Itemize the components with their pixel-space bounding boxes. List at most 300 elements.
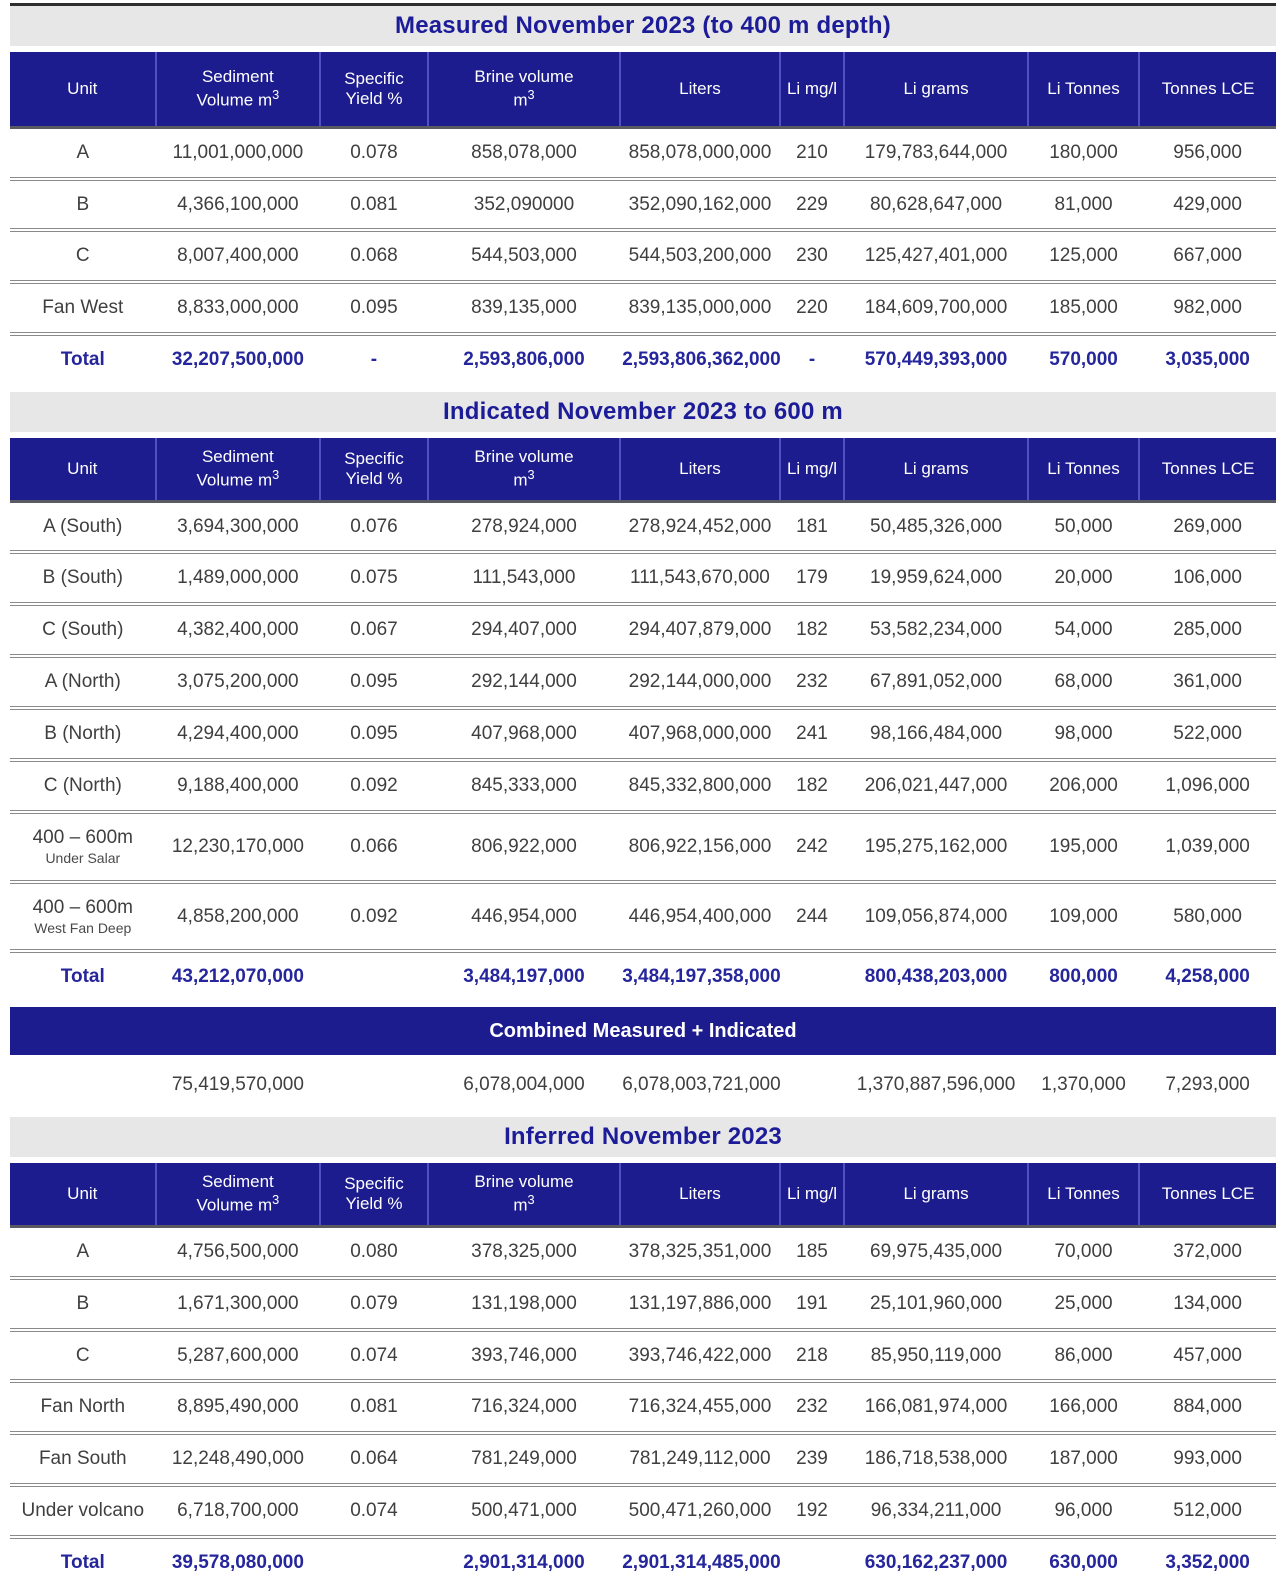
value-cell: 512,000 (1139, 1485, 1276, 1537)
unit-label: A (South) (43, 515, 123, 537)
value-cell: 0.066 (320, 812, 428, 882)
value-cell (780, 1537, 845, 1587)
total-row (10, 1537, 1276, 1587)
value-cell: 0.080 (350, 1240, 398, 1262)
value-cell: 81,000 (1028, 179, 1139, 231)
value-cell: 446,954,000 (428, 882, 620, 952)
unit-cell (10, 882, 156, 952)
value-cell: 2,901,314,000 (428, 1537, 620, 1587)
unit-cell (10, 501, 156, 552)
value-cell: 6,078,004,000 (463, 1074, 585, 1096)
value-cell: 0.079 (320, 1278, 428, 1330)
value-cell: 285,000 (1139, 604, 1276, 656)
value-cell: 181 (796, 515, 828, 537)
table-body (10, 1226, 1276, 1586)
value-cell: 429,000 (1139, 179, 1276, 231)
unit-label: C (North) (43, 774, 122, 796)
column-header-line: Li grams (903, 1183, 969, 1203)
unit-label: B (76, 193, 90, 215)
section-title-inferred-text: Inferred November 2023 (504, 1123, 782, 1151)
unit-cell (10, 179, 156, 231)
value-cell: 184,609,700,000 (844, 282, 1028, 334)
unit-cell (10, 334, 156, 384)
column-header-line: Liters (679, 78, 721, 98)
value-cell: 230 (780, 230, 845, 282)
table-body (10, 127, 1276, 384)
value-cell: 1,489,000,000 (156, 552, 321, 604)
value-cell: 85,950,119,000 (844, 1330, 1028, 1382)
table-row-a (10, 1226, 1276, 1277)
value-cell: 884,000 (1139, 1381, 1276, 1433)
table-row-c-north (10, 760, 1276, 812)
value-cell: 187,000 (1028, 1433, 1139, 1485)
value-cell: 781,249,112,000 (620, 1433, 780, 1485)
value-cell: 4,294,400,000 (156, 708, 321, 760)
section-title-indicated (10, 392, 1276, 432)
unit-sublabel: West Fan Deep (34, 920, 132, 937)
value-cell: 12,248,490,000 (156, 1433, 321, 1485)
column-header-tonnes-lce (1139, 438, 1276, 501)
value-cell: 4,756,500,000 (177, 1240, 299, 1262)
value-cell: 39,578,080,000 (156, 1537, 321, 1587)
value-cell: 218 (780, 1330, 845, 1382)
superscript-3: 3 (527, 87, 535, 102)
value-cell: 580,000 (1139, 882, 1276, 952)
value-cell: 4,382,400,000 (156, 604, 321, 656)
column-header-line: Liters (679, 458, 721, 478)
table-row-b (10, 1278, 1276, 1330)
value-cell: 134,000 (1139, 1278, 1276, 1330)
unit-cell (10, 1278, 156, 1330)
value-cell: 191 (780, 1278, 845, 1330)
table-row-fan-south (10, 1433, 1276, 1485)
column-header-line: Unit (67, 458, 98, 478)
value-cell: 220 (780, 282, 845, 334)
column-header-line: Li Tonnes (1047, 78, 1120, 98)
column-header-line: Li mg/l (786, 1183, 838, 1203)
value-cell: 195,275,162,000 (844, 812, 1028, 882)
superscript-3: 3 (527, 1192, 535, 1208)
value-cell: 192 (780, 1485, 845, 1537)
value-cell: 239 (780, 1433, 845, 1485)
value-cell: 96,000 (1028, 1485, 1139, 1537)
column-header-line: Yield % (345, 88, 403, 108)
value-cell: 845,333,000 (428, 760, 620, 812)
column-header-line: Specific (344, 448, 404, 468)
value-cell: 294,407,000 (428, 604, 620, 656)
value-cell: 0.067 (320, 604, 428, 656)
unit-label: Fan North (40, 1396, 126, 1418)
value-cell: 1,671,300,000 (156, 1278, 321, 1330)
column-header-line: Volume $m^3$ (196, 466, 280, 490)
column-header-line: Unit (67, 78, 98, 98)
value-cell: 4,858,200,000 (156, 882, 321, 952)
value-cell: 244 (780, 882, 845, 952)
value-cell: 0.078 (350, 141, 398, 163)
value-cell: 206,000 (1028, 760, 1139, 812)
value-cell: 182 (780, 760, 845, 812)
value-cell: 96,334,211,000 (844, 1485, 1028, 1537)
column-header-li-grams (844, 438, 1028, 501)
value-cell: 956,000 (1173, 141, 1242, 163)
value-cell: 8,007,400,000 (156, 230, 321, 282)
superscript-3: 3 (272, 87, 280, 102)
column-header-line: Li Tonnes (1047, 1183, 1120, 1203)
value-cell: 0.092 (320, 760, 428, 812)
table-row-b-north (10, 708, 1276, 760)
column-header-row (10, 52, 1276, 127)
value-cell: 446,954,400,000 (620, 882, 780, 952)
value-cell: 0.064 (320, 1433, 428, 1485)
value-cell: 67,891,052,000 (844, 656, 1028, 708)
value-cell: 500,471,260,000 (620, 1485, 780, 1537)
value-cell: 352,090,162,000 (620, 179, 780, 231)
value-cell: 800,000 (1028, 951, 1139, 1001)
value-cell: 182 (780, 604, 845, 656)
table-row-b (10, 179, 1276, 231)
value-cell: 0.095 (320, 656, 428, 708)
column-header-line: Sediment (201, 446, 274, 466)
unit-cell (10, 1433, 156, 1485)
unit-label: Fan South (38, 1448, 127, 1470)
value-cell (320, 1537, 428, 1587)
value-cell: 781,249,000 (428, 1433, 620, 1485)
value-cell: 0.076 (350, 515, 398, 537)
unit-label: A (76, 141, 90, 163)
superscript-3: 3 (527, 466, 535, 482)
column-header-li-tonnes (1028, 1163, 1139, 1226)
value-cell: 292,144,000 (428, 656, 620, 708)
unit-cell (10, 1061, 156, 1109)
value-cell: 8,895,490,000 (156, 1381, 321, 1433)
unit-cell (10, 656, 156, 708)
value-cell: 372,000 (1173, 1240, 1242, 1262)
value-cell: 806,922,156,000 (620, 812, 780, 882)
table-row-a-north (10, 656, 1276, 708)
value-cell: - (780, 334, 845, 384)
value-cell: 806,922,000 (428, 812, 620, 882)
value-cell: 131,197,886,000 (620, 1278, 780, 1330)
inferred-table (10, 1163, 1276, 1587)
value-cell: 232 (780, 656, 845, 708)
table-row-combined (10, 1061, 1276, 1109)
value-cell: 241 (780, 708, 845, 760)
table-row-400-600m (10, 812, 1276, 882)
column-header-line: $m^3$ (513, 87, 535, 110)
value-cell: 80,628,647,000 (844, 179, 1028, 231)
column-header-specific-yield (320, 1163, 428, 1226)
unit-label: B (76, 1292, 90, 1314)
value-cell: 630,000 (1028, 1537, 1139, 1587)
column-header-line: Brine volume (474, 1172, 574, 1192)
value-cell: 570,000 (1028, 334, 1139, 384)
column-header-line: $m^3$ (513, 1192, 535, 1215)
superscript-3: 3 (272, 1192, 280, 1208)
value-cell: 185 (796, 1240, 828, 1262)
value-cell: 0.068 (320, 230, 428, 282)
combined-banner-text: Combined Measured + Indicated (489, 1020, 797, 1043)
measured-table (10, 52, 1276, 384)
value-cell: 98,000 (1028, 708, 1139, 760)
combined-table (10, 1061, 1276, 1109)
section-title-measured-text: Measured November 2023 (to 400 m depth) (395, 12, 891, 39)
value-cell: 858,078,000 (471, 141, 577, 163)
column-header-line: Yield % (345, 468, 403, 488)
column-header-sediment-volume-m (156, 1163, 321, 1226)
total-row (10, 951, 1276, 1001)
value-cell: 53,582,234,000 (844, 604, 1028, 656)
column-header-sediment-volume-m (156, 438, 321, 501)
column-header-specific-yield (320, 52, 428, 127)
value-cell: 50,000 (1054, 515, 1113, 537)
value-cell: 1,370,887,596,000 (856, 1074, 1016, 1096)
value-cell: 570,449,393,000 (844, 334, 1028, 384)
value-cell: 3,352,000 (1139, 1537, 1276, 1587)
column-header-liters (620, 438, 780, 501)
unit-label: Total (60, 966, 105, 988)
column-header-line: Li grams (903, 458, 969, 478)
unit-cell (10, 812, 156, 882)
column-header-brine-volume-m (428, 438, 620, 501)
value-cell: 352,090000 (428, 179, 620, 231)
value-cell: 111,543,000 (428, 552, 620, 604)
table-row-c (10, 1330, 1276, 1382)
value-cell: 166,000 (1028, 1381, 1139, 1433)
value-cell: 457,000 (1139, 1330, 1276, 1382)
unit-cell (10, 1381, 156, 1433)
value-cell: 8,833,000,000 (156, 282, 321, 334)
value-cell: 845,332,800,000 (620, 760, 780, 812)
value-cell: 20,000 (1028, 552, 1139, 604)
value-cell: 25,101,960,000 (844, 1278, 1028, 1330)
unit-cell (10, 604, 156, 656)
column-header-line: Li grams (903, 78, 969, 98)
column-header-li-tonnes (1028, 52, 1139, 127)
indicated-table (10, 438, 1276, 1001)
unit-label: C (75, 245, 90, 267)
section-title-inferred (10, 1117, 1276, 1157)
value-cell (780, 1061, 845, 1109)
combined-banner (10, 1007, 1276, 1055)
value-cell: 292,144,000,000 (620, 656, 780, 708)
value-cell: 185,000 (1028, 282, 1139, 334)
value-cell: 242 (780, 812, 845, 882)
column-header-line: Specific (344, 1173, 404, 1193)
unit-label: A (North) (44, 671, 121, 693)
value-cell: 0.074 (320, 1330, 428, 1382)
column-header-line: Unit (67, 1183, 98, 1203)
column-header-line: Yield % (345, 1193, 403, 1213)
value-cell: 3,694,300,000 (177, 515, 299, 537)
value-cell: 4,258,000 (1139, 951, 1276, 1001)
column-header-line: $m^3$ (513, 466, 535, 490)
value-cell: 86,000 (1028, 1330, 1139, 1382)
value-cell: 106,000 (1139, 552, 1276, 604)
value-cell: 186,718,538,000 (844, 1433, 1028, 1485)
unit-sublabel: Under Salar (45, 850, 121, 867)
column-header-li-mg-l (780, 1163, 845, 1226)
value-cell: 1,096,000 (1139, 760, 1276, 812)
value-cell: 544,503,000 (428, 230, 620, 282)
column-header-brine-volume-m (428, 52, 620, 127)
value-cell: 179,783,644,000 (864, 141, 1008, 163)
column-header-specific-yield (320, 438, 428, 501)
column-header-liters (620, 52, 780, 127)
unit-label: Fan West (42, 297, 124, 319)
column-header-li-tonnes (1028, 438, 1139, 501)
column-header-line: Tonnes LCE (1161, 1183, 1255, 1203)
superscript-3: 3 (272, 466, 280, 482)
column-header-line: Li Tonnes (1047, 458, 1120, 478)
unit-label: Total (60, 1551, 105, 1573)
value-cell: 180,000 (1049, 141, 1118, 163)
value-cell: 75,419,570,000 (171, 1074, 304, 1096)
value-cell: 109,000 (1028, 882, 1139, 952)
value-cell: 109,056,874,000 (844, 882, 1028, 952)
column-header-line: Liters (679, 1183, 721, 1203)
table-row-fan-north (10, 1381, 1276, 1433)
value-cell: 500,471,000 (428, 1485, 620, 1537)
value-cell: 166,081,974,000 (844, 1381, 1028, 1433)
value-cell: 6,718,700,000 (156, 1485, 321, 1537)
value-cell (320, 951, 428, 1001)
value-cell: 393,746,000 (428, 1330, 620, 1382)
table-row-c (10, 230, 1276, 282)
value-cell: 131,198,000 (428, 1278, 620, 1330)
value-cell: 4,366,100,000 (156, 179, 321, 231)
value-cell: 1,039,000 (1139, 812, 1276, 882)
column-header-line: Brine volume (474, 67, 574, 86)
value-cell: - (320, 334, 428, 384)
column-header-li-mg-l (780, 52, 845, 127)
unit-cell (10, 1537, 156, 1587)
column-header-line: Li mg/l (786, 458, 838, 478)
table-row-a-south (10, 501, 1276, 552)
value-cell: 50,485,326,000 (870, 515, 1003, 537)
value-cell: 0.081 (320, 1381, 428, 1433)
value-cell: 393,746,422,000 (620, 1330, 780, 1382)
value-cell: 361,000 (1139, 656, 1276, 708)
column-header-li-mg-l (780, 438, 845, 501)
section-title-indicated-text: Indicated November 2023 to 600 m (443, 397, 843, 425)
value-cell: 1,370,000 (1041, 1074, 1126, 1096)
unit-label: C (75, 1344, 90, 1366)
value-cell: 54,000 (1028, 604, 1139, 656)
value-cell: 12,230,170,000 (156, 812, 321, 882)
unit-cell (10, 127, 156, 178)
column-header-li-grams (844, 52, 1028, 127)
value-cell: 2,901,314,485,000 (620, 1537, 780, 1587)
column-header-row (10, 1163, 1276, 1226)
value-cell: 0.074 (320, 1485, 428, 1537)
value-cell: 19,959,624,000 (844, 552, 1028, 604)
table-row-c-south (10, 604, 1276, 656)
value-cell: 68,000 (1028, 656, 1139, 708)
value-cell: 111,543,670,000 (620, 552, 780, 604)
value-cell: 9,188,400,000 (156, 760, 321, 812)
value-cell: 858,078,000,000 (628, 141, 772, 163)
column-header-line: Sediment (201, 1172, 274, 1192)
column-header-unit (10, 438, 156, 501)
value-cell: 210 (796, 141, 828, 163)
column-header-line: Volume $m^3$ (196, 87, 280, 110)
column-header-tonnes-lce (1139, 1163, 1276, 1226)
unit-label: C (South) (42, 619, 124, 641)
value-cell: 800,438,203,000 (844, 951, 1028, 1001)
column-header-row (10, 438, 1276, 501)
column-header-line: Sediment (201, 67, 274, 86)
value-cell: 993,000 (1139, 1433, 1276, 1485)
unit-cell (10, 951, 156, 1001)
unit-label: A (76, 1240, 90, 1262)
table-body (10, 501, 1276, 1001)
value-cell: 378,325,351,000 (628, 1240, 772, 1262)
value-cell: 32,207,500,000 (156, 334, 321, 384)
value-cell (320, 1061, 428, 1109)
table-row-b-south (10, 552, 1276, 604)
value-cell: 69,975,435,000 (870, 1240, 1003, 1262)
value-cell (780, 951, 845, 1001)
value-cell: 839,135,000,000 (620, 282, 780, 334)
column-header-brine-volume-m (428, 1163, 620, 1226)
unit-label: B (North) (44, 722, 122, 744)
unit-label: 400 – 600m (32, 826, 133, 848)
value-cell: 716,324,455,000 (620, 1381, 780, 1433)
value-cell: 25,000 (1028, 1278, 1139, 1330)
value-cell: 0.092 (320, 882, 428, 952)
unit-label: B (South) (42, 567, 123, 589)
value-cell: 3,075,200,000 (156, 656, 321, 708)
value-cell: 11,001,000,000 (172, 141, 304, 163)
value-cell: 125,000 (1028, 230, 1139, 282)
value-cell: 630,162,237,000 (844, 1537, 1028, 1587)
value-cell: 378,325,000 (471, 1240, 577, 1262)
column-header-line: Specific (344, 68, 404, 88)
value-cell: 7,293,000 (1165, 1074, 1250, 1096)
value-cell: 0.081 (320, 179, 428, 231)
value-cell: 6,078,003,721,000 (622, 1074, 781, 1096)
column-header-sediment-volume-m (156, 52, 321, 127)
value-cell: 407,968,000 (428, 708, 620, 760)
table-body (10, 1061, 1276, 1109)
value-cell: 5,287,600,000 (156, 1330, 321, 1382)
value-cell: 0.075 (320, 552, 428, 604)
table-row-400-600m (10, 882, 1276, 952)
value-cell: 3,484,197,000 (428, 951, 620, 1001)
value-cell: 70,000 (1054, 1240, 1113, 1262)
unit-cell (10, 708, 156, 760)
value-cell: 667,000 (1139, 230, 1276, 282)
value-cell: 3,484,197,358,000 (620, 951, 780, 1001)
column-header-line: Tonnes LCE (1161, 458, 1255, 478)
value-cell: 0.095 (320, 708, 428, 760)
value-cell: 229 (780, 179, 845, 231)
value-cell: 278,924,000 (471, 515, 577, 537)
unit-cell (10, 1226, 156, 1277)
column-header-line: Brine volume (474, 446, 574, 466)
column-header-line: Tonnes LCE (1161, 78, 1255, 98)
value-cell: 839,135,000 (428, 282, 620, 334)
value-cell: 269,000 (1173, 515, 1242, 537)
value-cell: 544,503,200,000 (620, 230, 780, 282)
table-row-fan-west (10, 282, 1276, 334)
value-cell: 982,000 (1139, 282, 1276, 334)
unit-label: 400 – 600m (32, 896, 133, 918)
unit-cell (10, 1330, 156, 1382)
value-cell: 294,407,879,000 (620, 604, 780, 656)
column-header-li-grams (844, 1163, 1028, 1226)
value-cell: 278,924,452,000 (628, 515, 772, 537)
